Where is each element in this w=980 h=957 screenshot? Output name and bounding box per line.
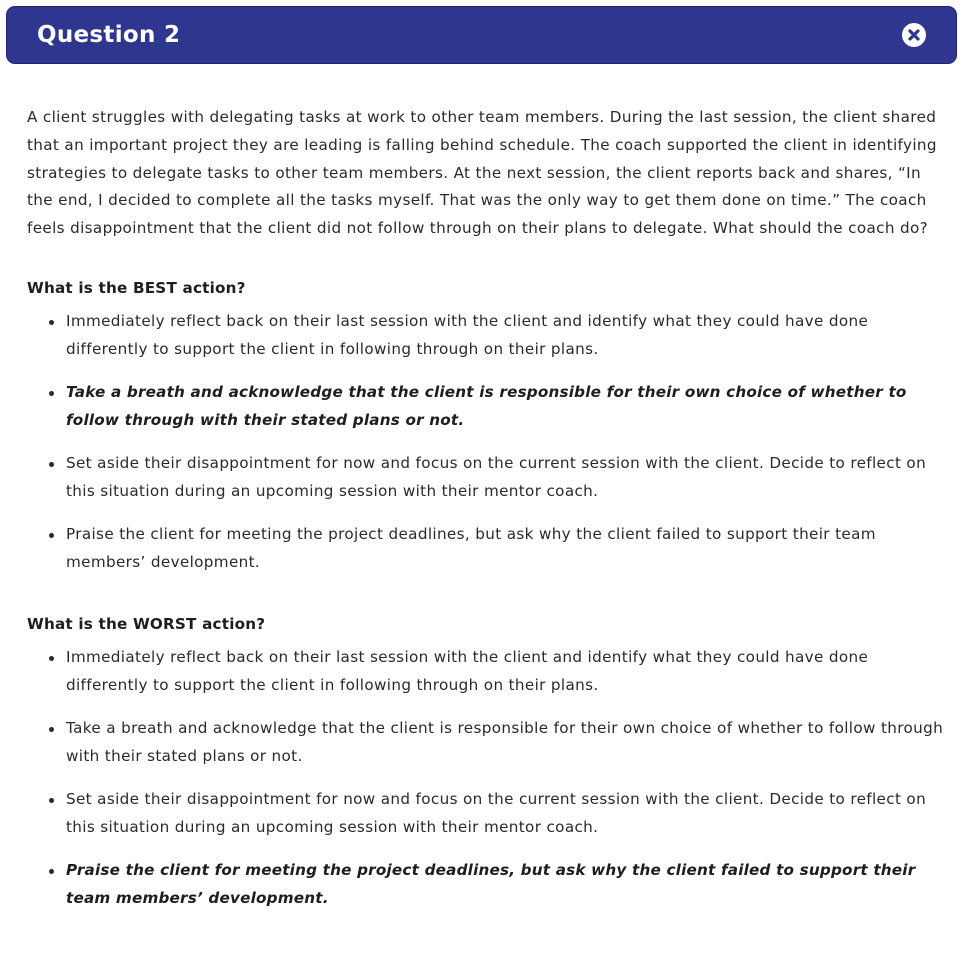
best-action-heading: What is the BEST action?	[27, 278, 246, 297]
worst-option-3[interactable]: Set aside their disappointment for now and focus on the current session with the client. Decide to reflect on this situation during an upcoming session with their mentor coach.	[27, 786, 947, 842]
question-stem: A client struggles with delegating tasks at work to other team members. During the last session, the client shared that an important project they are leading is falling behind schedule. The coach supported the client in identifying strategies to delegate tasks to other team members. At the next session, the client reports back and shares, “In the end, I decided to complete all the tasks myself. That was the only way to get them done on time.” The coach feels disappointment that the client did not follow through on their plans to delegate. What should the coach do?	[27, 108, 937, 238]
best-action-options	[27, 308, 947, 577]
question-header	[6, 6, 957, 64]
close-button[interactable]	[902, 23, 926, 47]
best-option-2-selected[interactable]: Take a breath and acknowledge that the client is responsible for their own choice of whether to follow through with their stated plans or not.	[27, 379, 947, 435]
worst-action-options	[27, 644, 947, 913]
best-option-3[interactable]: Set aside their disappointment for now and focus on the current session with the client. Decide to reflect on this situation during an upcoming session with their mentor coach.	[27, 450, 947, 506]
worst-option-1[interactable]: Immediately reflect back on their last session with the client and identify what they could have done differently to support the client in following through on their plans.	[27, 644, 947, 700]
best-option-4[interactable]: Praise the client for meeting the project deadlines, but ask why the client failed to support their team members’ development.	[27, 521, 947, 577]
question-title: Question 2	[37, 22, 181, 48]
question-content	[27, 104, 947, 928]
best-option-1[interactable]: Immediately reflect back on their last session with the client and identify what they could have done differently to support the client in following through on their plans.	[27, 308, 947, 364]
worst-option-4-selected[interactable]: Praise the client for meeting the project deadlines, but ask why the client failed to support their team members’ development.	[27, 857, 947, 913]
worst-action-heading: What is the WORST action?	[27, 614, 266, 633]
worst-option-2[interactable]: Take a breath and acknowledge that the client is responsible for their own choice of whether to follow through with their stated plans or not.	[27, 715, 947, 771]
close-icon	[907, 28, 921, 42]
